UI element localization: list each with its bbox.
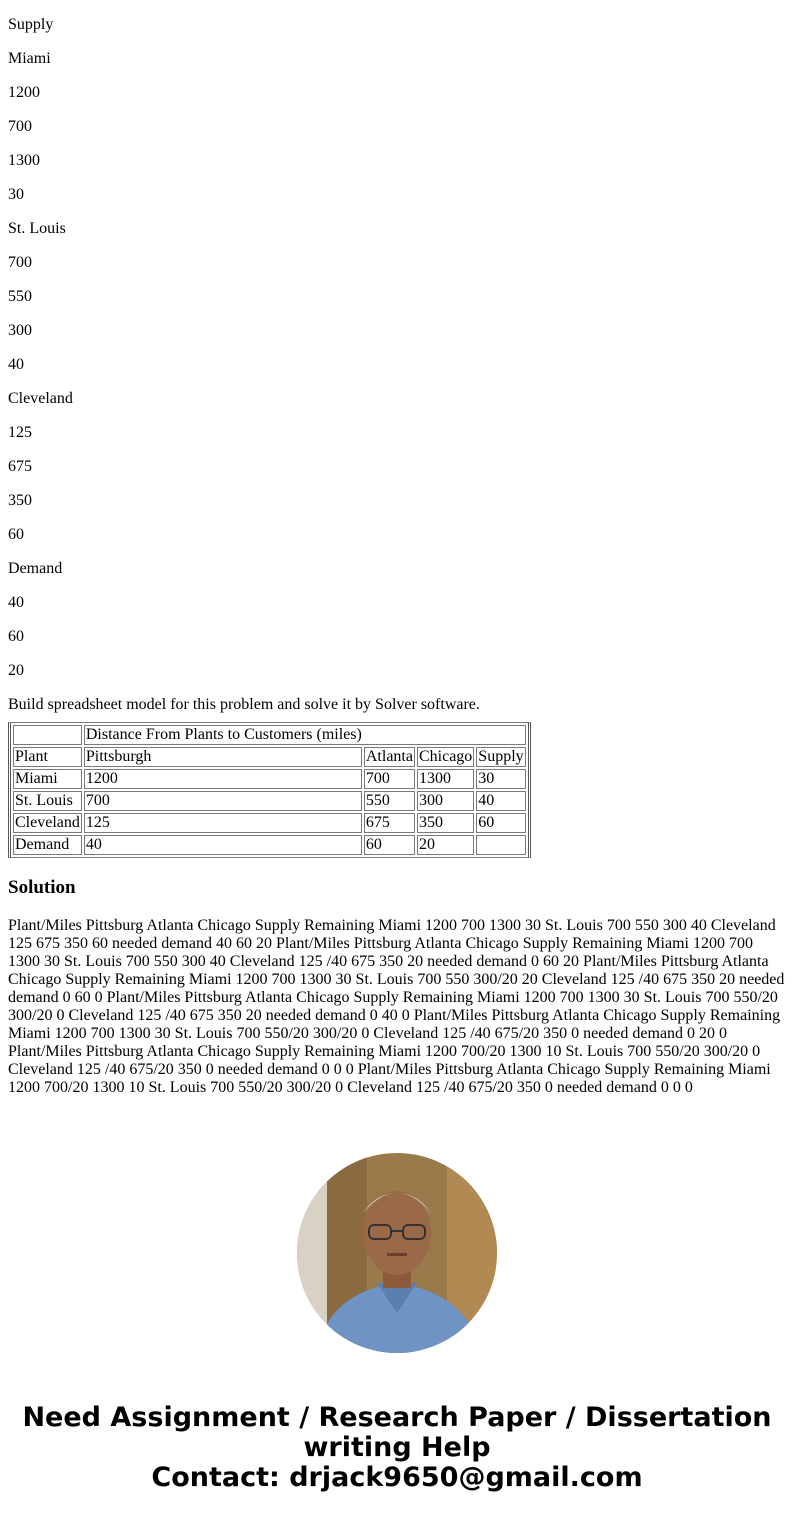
table-title-row xyxy=(13,725,526,745)
table-cell: 20 xyxy=(417,835,474,855)
problem-line: 675 xyxy=(8,458,32,475)
solution-heading: Solution xyxy=(8,877,76,898)
table-cell: 125 xyxy=(84,813,362,833)
problem-line: 700 xyxy=(8,118,32,135)
problem-line: 1300 xyxy=(8,152,40,169)
table-cell: 40 xyxy=(476,791,525,811)
banner-contact[interactable]: Contact: drjack9650@gmail.com xyxy=(151,1462,643,1493)
solution-text: Plant/Miles Pittsburg Atlanta Chicago Supply Remaining Miami 1200 700 1300 30 St. Louis 700 550 300 40 Cleveland 125 675 350 60 needed demand 40 60 20 Plant/Miles Pittsburg Atlanta Chicago Supply Remaining Miami 1200 700 1300 30 St. Louis 700 550 300 40 Cleveland 125 /40 675 350 20 needed demand 0 60 20 Plant/Miles Pittsburg Atlanta Chicago Supply Remaining Miami 1200 700 1300 30 St. Louis 700 550 300/20 20 Cleveland 125 /40 675 350 20 needed demand 0 60 0 Plant/Miles Pittsburg Atlanta Chicago Supply Remaining Miami 1200 700 1300 30 St. Louis 700 550/20 300/20 0 Cleveland 125 /40 675 350 20 needed demand 0 40 0 Plant/Miles Pittsburg Atlanta Chicago Supply Remaining Miami 1200 700 1300 30 St. Louis 700 550/20 300/20 0 Cleveland 125 /40 675/20 350 0 needed demand 0 20 0 Plant/Miles Pittsburg Atlanta Chicago Supply Remaining Miami 1200 700/20 1300 10 St. Louis 700 550/20 300/20 0 Cleveland 125 /40 675/20 350 0 needed demand 0 0 0 Plant/Miles Pittsburg Atlanta Chicago Supply Remaining Miami 1200 700/20 1300 10 St. Louis 700 550/20 300/20 0 Cleveland 125 /40 675/20 350 0 needed demand 0 0 0 xyxy=(8,917,785,1096)
table-cell: 60 xyxy=(364,835,415,855)
author-avatar xyxy=(297,1153,497,1353)
problem-line: 1200 xyxy=(8,84,40,101)
table-cell: 550 xyxy=(364,791,415,811)
column-header: Supply xyxy=(478,748,524,765)
instruction-text: Build spreadsheet model for this problem and solve it by Solver software. xyxy=(8,696,480,713)
problem-line: 20 xyxy=(8,662,24,679)
table-header-row xyxy=(13,747,526,767)
contact-banner xyxy=(0,1403,794,1493)
table-row xyxy=(13,769,526,789)
problem-line: 30 xyxy=(8,186,24,203)
problem-line: 40 xyxy=(8,356,24,373)
problem-line: 700 xyxy=(8,254,32,271)
table-cell: 350 xyxy=(417,813,474,833)
problem-line: 60 xyxy=(8,628,24,645)
table-cell: St. Louis xyxy=(13,791,82,811)
table-cell-empty xyxy=(13,725,82,745)
column-header: Plant xyxy=(13,747,82,767)
table-cell: 300 xyxy=(417,791,474,811)
table-cell xyxy=(476,835,525,855)
table-cell: Cleveland xyxy=(15,814,80,831)
page-content xyxy=(8,0,786,1097)
column-header: Atlanta xyxy=(365,748,413,765)
table-cell: Miami xyxy=(13,769,82,789)
table-cell: 1300 xyxy=(417,769,474,789)
column-header: Chicago xyxy=(418,748,473,765)
problem-line: Cleveland xyxy=(8,390,73,407)
problem-line: Demand xyxy=(8,560,63,577)
problem-line: St. Louis xyxy=(8,220,66,237)
table-cell: 60 xyxy=(476,813,525,833)
problem-line: 300 xyxy=(8,322,32,339)
problem-line: 550 xyxy=(8,288,32,305)
table-row xyxy=(13,791,526,811)
author-photo xyxy=(297,1153,497,1353)
table-cell: 1200 xyxy=(84,769,362,789)
column-header: Pittsburgh xyxy=(84,747,362,767)
distance-table xyxy=(8,722,531,858)
table-cell: Demand xyxy=(13,835,82,855)
problem-line: 125 xyxy=(8,424,32,441)
problem-line: 60 xyxy=(8,526,24,543)
table-cell: 700 xyxy=(364,769,415,789)
problem-line: 40 xyxy=(8,594,24,611)
table-cell: 30 xyxy=(476,769,525,789)
table-cell: 700 xyxy=(84,791,362,811)
problem-line: Supply xyxy=(8,16,54,33)
table-row xyxy=(13,813,526,833)
banner-line: Need Assignment / Research Paper / Dissertation xyxy=(22,1402,772,1433)
table-cell: 675 xyxy=(364,813,415,833)
problem-lines xyxy=(8,0,786,714)
banner-line: writing Help xyxy=(303,1432,491,1463)
table-title: Distance From Plants to Customers (miles) xyxy=(84,725,526,745)
problem-line: 350 xyxy=(8,492,32,509)
table-row xyxy=(13,835,526,855)
problem-line: Miami xyxy=(8,50,51,67)
table-cell: 40 xyxy=(84,835,362,855)
